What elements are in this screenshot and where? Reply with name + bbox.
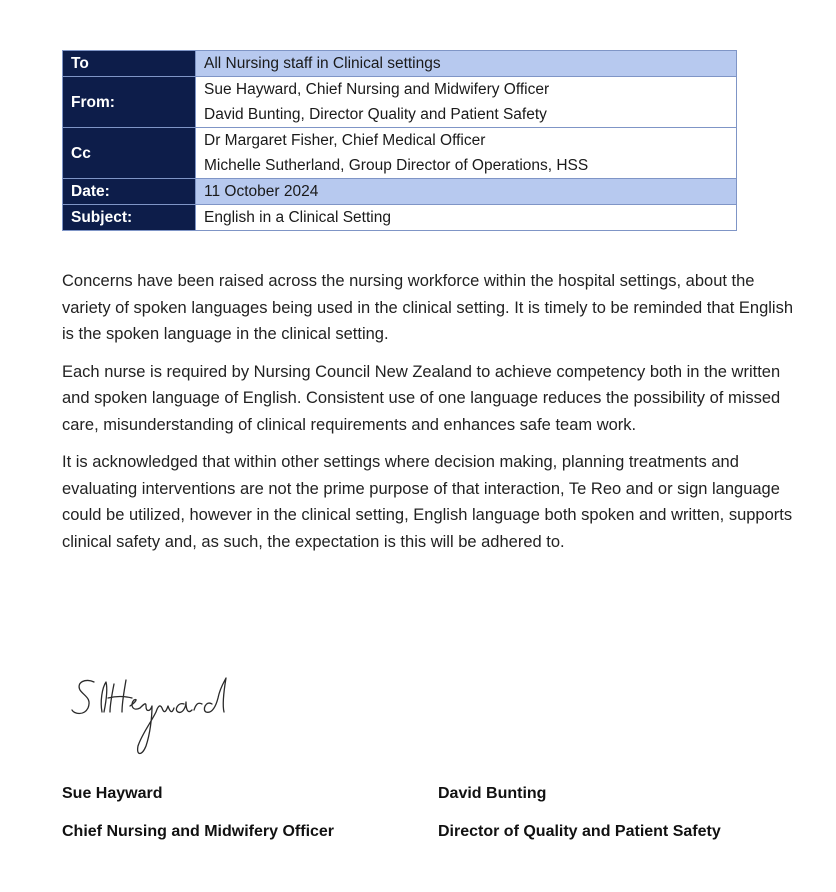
body-paragraph: Concerns have been raised across the nursing workforce within the hospital settings, about the variety of spoken languages being used in the clinical setting. It is timely to be reminded that English is the spoken language in the clinical setting.	[62, 272, 794, 343]
signatory-title: Chief Nursing and Midwifery Officer	[62, 823, 335, 840]
from-row	[63, 77, 737, 128]
cc-line: Michelle Sutherland, Group Director of Operations, HSS	[204, 157, 589, 174]
signature-block-left	[62, 784, 334, 842]
cc-value	[196, 128, 737, 179]
to-row	[63, 51, 737, 77]
cc-label: Cc	[63, 128, 196, 179]
memo-header-table	[62, 50, 737, 231]
subject-value: English in a Clinical Setting	[196, 205, 737, 231]
date-label: Date:	[63, 179, 196, 205]
subject-row	[63, 205, 737, 231]
signatory-name: Sue Hayward	[62, 785, 163, 802]
from-label: From:	[63, 77, 196, 128]
from-line: David Bunting, Director Quality and Patient Safety	[204, 106, 547, 123]
body-paragraph: It is acknowledged that within other settings where decision making, planning treatments and evaluating interventions are not the prime purpose of that interaction, Te Reo and or sign language could be utilized, however in the clinical setting, English language both spoken and written, supports clinical safety and, as such, the expectation is this will be adhered to.	[62, 453, 793, 551]
cc-row	[63, 128, 737, 179]
memo-body	[62, 268, 797, 566]
body-paragraph: Each nurse is required by Nursing Council New Zealand to achieve competency both in the written and spoken language of English. Consistent use of one language reduces the possibility of missed care, misunderstanding of clinical requirements and enhances safe team work.	[62, 362, 781, 434]
to-value: All Nursing staff in Clinical settings	[196, 51, 737, 77]
to-label: To	[63, 51, 196, 77]
date-row	[63, 179, 737, 205]
date-value: 11 October 2024	[196, 179, 737, 205]
from-value	[196, 77, 737, 128]
cc-line: Dr Margaret Fisher, Chief Medical Officer	[204, 132, 486, 149]
signature-block-right	[438, 784, 721, 842]
signatory-name: David Bunting	[438, 785, 547, 802]
from-line: Sue Hayward, Chief Nursing and Midwifery Officer	[204, 81, 550, 98]
subject-label: Subject:	[63, 205, 196, 231]
handwritten-signature	[66, 668, 246, 768]
signatory-title: Director of Quality and Patient Safety	[438, 823, 721, 840]
